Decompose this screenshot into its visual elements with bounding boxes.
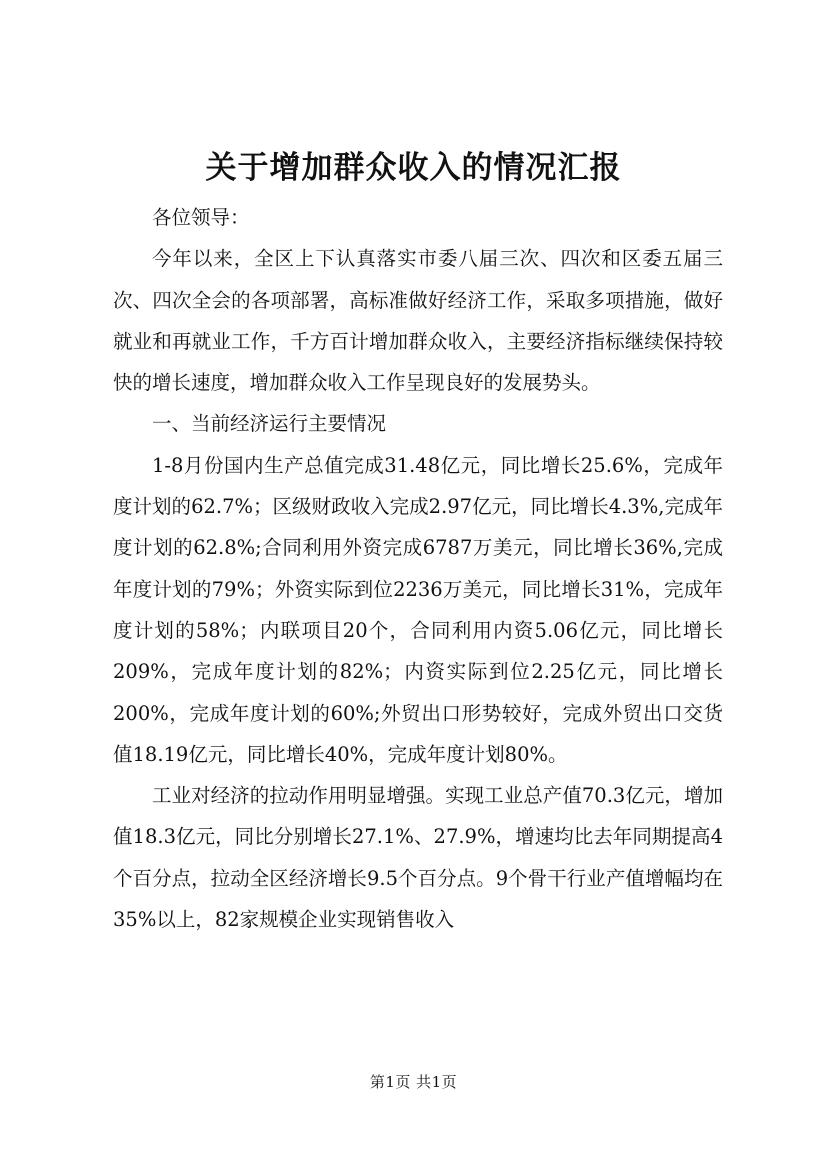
greeting: 各位领导：	[152, 206, 250, 229]
document-title: 关于增加群众收入的情况汇报	[205, 150, 622, 186]
paragraph-industry: 工业对经济的拉动作用明显增强。实现工业总产值70.3亿元，增加值18.3亿元，同比分别增长27.1%、27.9%，增速均比去年同期提高4个百分点，拉动全区经济增长9.5个百分点。9个骨干行业产值增幅均在35%以上，82家规模企业实现销售收入	[113, 784, 723, 932]
section-heading: 一、当前经济运行主要情况	[152, 412, 387, 436]
document-body	[113, 197, 723, 940]
page-number-footer: 第1页 共1页	[369, 1073, 458, 1091]
paragraph-intro: 今年以来，全区上下认真落实市委八届三次、四次和区委五届三次、四次全会的各项部署，高标准做好经济工作，采取多项措施，做好就业和再就业工作，千方百计增加群众收入，主要经济指标继续保持较快的增长速度，增加群众收入工作呈现良好的发展势头。	[113, 247, 723, 395]
paragraph-economic-data: 1-8月份国内生产总值完成31.48亿元，同比增长25.6%，完成年度计划的62.7%；区级财政收入完成2.97亿元，同比增长4.3%,完成年度计划的62.8%;合同利用外资完成6787万美元，同比增长36%,完成年度计划的79%；外资实际到位2236万美元，同比增长31%，完成年度计划的58%；内联项目20个，合同利用内资5.06亿元，同比增长209%，完成年度计划的82%；内资实际到位2.25亿元，同比增长200%，完成年度计划的60%;外贸出口形势较好，完成外贸出口交货值18.19亿元，同比增长40%，完成年度计划80%。	[113, 453, 723, 766]
